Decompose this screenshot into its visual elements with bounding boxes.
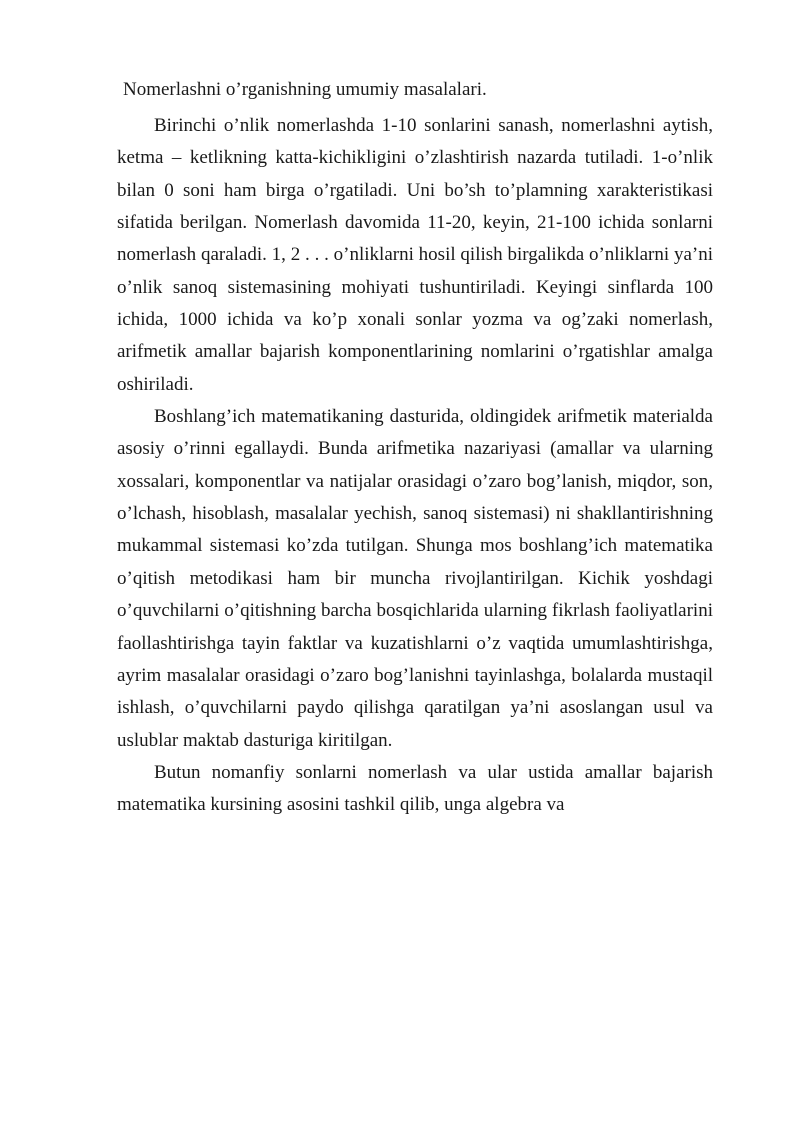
section-title: Nomerlashni o’rganishning umumiy masalalari.: [123, 79, 487, 100]
document-body: [117, 110, 713, 822]
paragraph-nonnegative-numbers: Butun nomanfiy sonlarni nomerlash va ular ustida amallar bajarish matematika kursining asosini tashkil qilib, unga algebra va: [117, 761, 713, 816]
paragraph-numeration-first-ten: Birinchi o’nlik nomerlashda 1-10 sonlarini sanash, nomerlashni aytish, ketma – ketlikning katta-kichikligini o’zlashtirish nazarda tutiladi. 1-o’nlik bilan 0 soni ham birga o’rgatiladi. Uni bo’sh to’plamning xarakteristikasi sifatida berilgan. Nomerlash davomida 11-20, keyin, 21-100 ichida sonlarni nomerlash qaraladi. 1, 2 . . . o’nliklarni hosil qilish birgalikda o’nliklarni ya’ni o’nlik sanoq sistemasining mohiyati tushuntiriladi. Keyingi sinflarda 100 ichida, 1000 ichida va ko’p xonali sonlar yozma va og’zaki nomerlash, arifmetik amallar bajarish komponentlarining nomlarini o’rgatishlar amalga oshiriladi.: [117, 115, 713, 395]
paragraph-arithmetic-program: Boshlang’ich matematikaning dasturida, oldingidek arifmetik materialda asosiy o’rinni egallaydi. Bunda arifmetika nazariyasi (amallar va ularning xossalari, komponentlar va natijalar orasidagi o’zaro bog’lanish, miqdor, son, o’lchash, hisoblash, masalalar yechish, sanoq sistemasi) ni shakllantirishning mukammal sistemasi ko’zda tutilgan. Shunga mos boshlang’ich matematika o’qitish metodikasi ham bir muncha rivojlantirilgan. Kichik yoshdagi o’quvchilarni o’qitishning barcha bosqichlarida ularning fikrlash faoliyatlarini faollashtirishga tayin faktlar va kuzatishlarni o’z vaqtida umumlashtirishga, ayrim masalalar orasidagi o’zaro bog’lanishni tayinlashga, bolalarda mustaqil ishlash, o’quvchilarni paydo qilishga qaratilgan ya’ni asoslangan usul va uslublar maktab dasturiga kiritilgan.: [117, 406, 713, 751]
